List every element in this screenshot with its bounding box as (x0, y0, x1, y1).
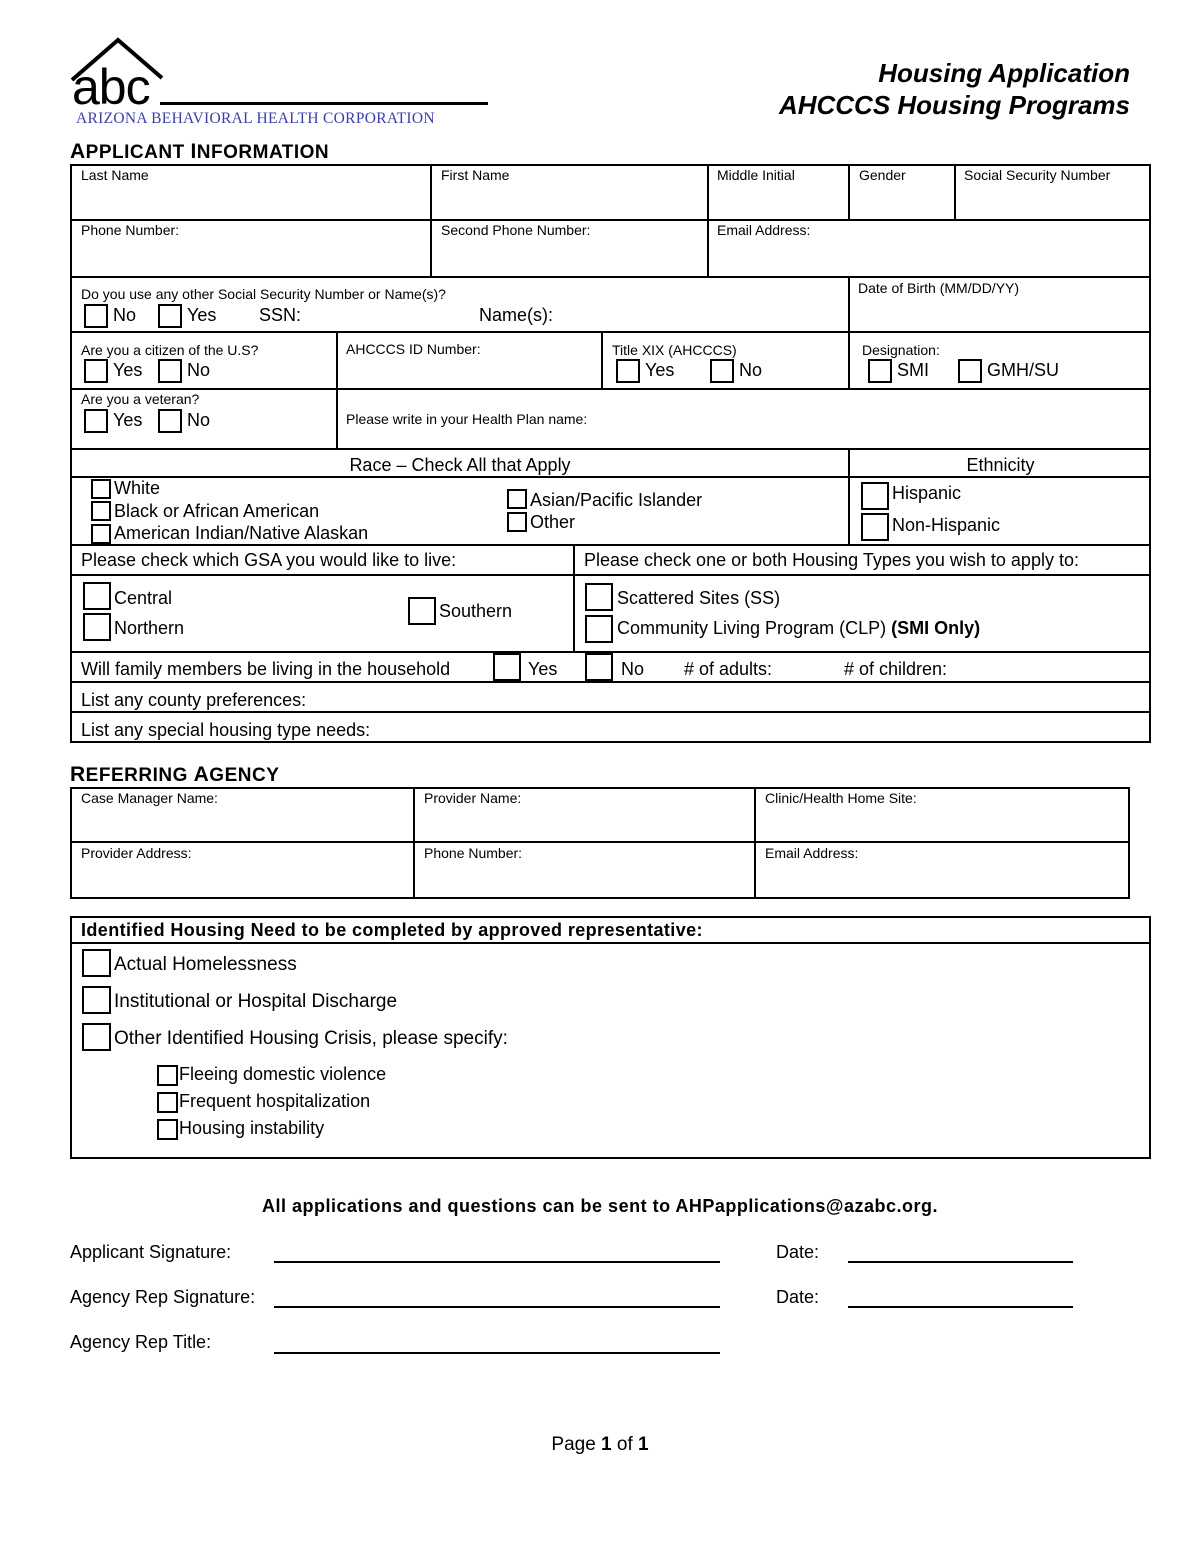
designation-smi-checkbox[interactable] (868, 359, 892, 383)
applicant-signature-line[interactable] (274, 1261, 720, 1263)
sub-hospitalization-checkbox[interactable] (157, 1092, 178, 1113)
sub-domestic-violence-label: Fleeing domestic violence (179, 1064, 387, 1084)
sub-hospitalization-label: Frequent hospitalization (179, 1091, 371, 1111)
no-label: No (113, 305, 137, 325)
race-asian-label: Asian/Pacific Islander (530, 490, 703, 510)
housing-clp-checkbox[interactable] (585, 615, 613, 643)
provider-name-field[interactable]: Provider Name: (424, 790, 522, 806)
children-field[interactable]: # of children: (844, 659, 948, 679)
last-name-field[interactable]: Last Name (81, 167, 149, 183)
need-homelessness-label: Actual Homelessness (114, 954, 297, 975)
need-other-checkbox[interactable] (82, 1023, 111, 1051)
race-asian-checkbox[interactable] (507, 489, 527, 509)
logo-underline (160, 102, 488, 105)
middle-initial-field[interactable]: Middle Initial (717, 167, 795, 183)
other-ssn-yes-checkbox[interactable] (158, 304, 182, 328)
ethnicity-non-hispanic-label: Non-Hispanic (892, 515, 1001, 535)
gsa-question: Please check which GSA you would like to live: (81, 550, 457, 570)
no-label: No (187, 410, 211, 430)
gsa-northern-label: Northern (114, 618, 185, 638)
yes-label: Yes (187, 305, 217, 325)
housing-ss-checkbox[interactable] (585, 583, 613, 611)
applicant-date-label: Date: (776, 1242, 820, 1262)
veteran-no-checkbox[interactable] (158, 409, 182, 433)
race-other-checkbox[interactable] (507, 512, 527, 532)
need-discharge-label: Institutional or Hospital Discharge (114, 991, 398, 1012)
race-white-label: White (114, 478, 161, 498)
page-number: Page 1 of 1 (551, 1434, 649, 1455)
gsa-northern-checkbox[interactable] (83, 613, 111, 641)
need-discharge-checkbox[interactable] (82, 986, 111, 1014)
county-preferences-field[interactable]: List any county preferences: (81, 690, 307, 710)
race-other-label: Other (530, 512, 576, 532)
org-name: ARIZONA BEHAVIORAL HEALTH CORPORATION (76, 110, 435, 127)
yes-label: Yes (528, 659, 558, 679)
no-label: No (739, 360, 763, 380)
ssn-field[interactable]: Social Security Number (964, 167, 1111, 183)
yes-label: Yes (113, 410, 143, 430)
need-other-label: Other Identified Housing Crisis, please specify: (114, 1028, 508, 1049)
sub-instability-checkbox[interactable] (157, 1119, 178, 1140)
veteran-question: Are you a veteran? (81, 391, 200, 407)
no-label: No (621, 659, 645, 679)
applicant-signature-label: Applicant Signature: (70, 1242, 232, 1262)
race-header: Race – Check All that Apply (349, 455, 571, 475)
citizen-question: Are you a citizen of the U.S? (81, 342, 259, 358)
applicant-section-title: APPLICANT INFORMATION (70, 140, 330, 163)
gsa-central-checkbox[interactable] (83, 582, 111, 610)
title-xix-label: Title XIX (AHCCCS) (612, 342, 737, 358)
other-names-label: Name(s): (479, 305, 554, 325)
ahcccs-id-field[interactable]: AHCCCS ID Number: (346, 341, 481, 357)
health-plan-field[interactable]: Please write in your Health Plan name: (346, 411, 588, 427)
logo-text: abc (72, 59, 150, 115)
other-ssn-question: Do you use any other Social Security Number or Name(s)? (81, 286, 446, 302)
sub-domestic-violence-checkbox[interactable] (157, 1065, 178, 1086)
family-no-checkbox[interactable] (585, 653, 613, 681)
citizen-no-checkbox[interactable] (158, 359, 182, 383)
designation-label: Designation: (862, 342, 940, 358)
referring-agency-table (70, 787, 1130, 899)
yes-label: Yes (113, 360, 143, 380)
gmh-label: GMH/SU (987, 360, 1059, 380)
gender-field[interactable]: Gender (859, 167, 906, 183)
date-of-birth-field[interactable]: Date of Birth (MM/DD/YY) (858, 280, 1020, 296)
agency-date-label: Date: (776, 1287, 820, 1307)
veteran-yes-checkbox[interactable] (84, 409, 108, 433)
clinic-site-field[interactable]: Clinic/Health Home Site: (765, 790, 917, 806)
case-manager-field[interactable]: Case Manager Name: (81, 790, 218, 806)
gsa-southern-label: Southern (439, 601, 513, 621)
referring-section-title: REFERRING AGENCY (70, 763, 280, 786)
citizen-yes-checkbox[interactable] (84, 359, 108, 383)
race-black-label: Black or African American (114, 501, 320, 521)
special-needs-field[interactable]: List any special housing type needs: (81, 720, 371, 740)
need-homelessness-checkbox[interactable] (82, 949, 111, 977)
agency-signature-line[interactable] (274, 1306, 720, 1308)
agency-date-line[interactable] (848, 1306, 1073, 1308)
title-xix-no-checkbox[interactable] (710, 359, 734, 383)
applicant-date-line[interactable] (848, 1261, 1073, 1263)
ethnicity-header: Ethnicity (966, 455, 1035, 475)
yes-label: Yes (645, 360, 675, 380)
second-phone-field[interactable]: Second Phone Number: (441, 222, 591, 238)
agency-email-field[interactable]: Email Address: (765, 845, 859, 861)
title-xix-yes-checkbox[interactable] (616, 359, 640, 383)
document-title: Housing Application (878, 58, 1130, 88)
designation-gmh-checkbox[interactable] (958, 359, 982, 383)
adults-field[interactable]: # of adults: (684, 659, 773, 679)
other-ssn-label: SSN: (259, 305, 302, 325)
race-native-checkbox[interactable] (91, 524, 111, 544)
housing-type-question: Please check one or both Housing Types you wish to apply to: (584, 550, 1079, 570)
family-yes-checkbox[interactable] (493, 653, 521, 681)
other-ssn-no-checkbox[interactable] (84, 304, 108, 328)
agency-signature-label: Agency Rep Signature: (70, 1287, 256, 1307)
gsa-central-label: Central (114, 588, 173, 608)
document-subtitle: AHCCCS Housing Programs (778, 90, 1130, 120)
send-applications-note: All applications and questions can be sent to AHPapplications@azabc.org. (262, 1196, 938, 1216)
phone-field[interactable]: Phone Number: (81, 222, 180, 238)
housing-need-header: Identified Housing Need to be completed by approved representative: (81, 920, 703, 940)
agency-phone-field[interactable]: Phone Number: (424, 845, 523, 861)
agency-title-label: Agency Rep Title: (70, 1332, 212, 1352)
race-native-label: American Indian/Native Alaskan (114, 523, 369, 543)
no-label: No (187, 360, 211, 380)
housing-ss-label: Scattered Sites (SS) (617, 588, 781, 608)
sub-instability-label: Housing instability (179, 1118, 325, 1138)
smi-label: SMI (897, 360, 930, 380)
housing-clp-label: Community Living Program (CLP) (SMI Only) (617, 618, 981, 638)
race-black-checkbox[interactable] (91, 501, 111, 521)
email-field[interactable]: Email Address: (717, 222, 811, 238)
race-white-checkbox[interactable] (91, 479, 111, 499)
ethnicity-non-hispanic-checkbox[interactable] (861, 513, 889, 541)
agency-title-line[interactable] (274, 1352, 720, 1354)
ethnicity-hispanic-label: Hispanic (892, 483, 962, 503)
gsa-southern-checkbox[interactable] (408, 597, 436, 625)
family-question: Will family members be living in the household (81, 659, 451, 679)
first-name-field[interactable]: First Name (441, 167, 510, 183)
ethnicity-hispanic-checkbox[interactable] (861, 482, 889, 510)
provider-address-field[interactable]: Provider Address: (81, 845, 192, 861)
